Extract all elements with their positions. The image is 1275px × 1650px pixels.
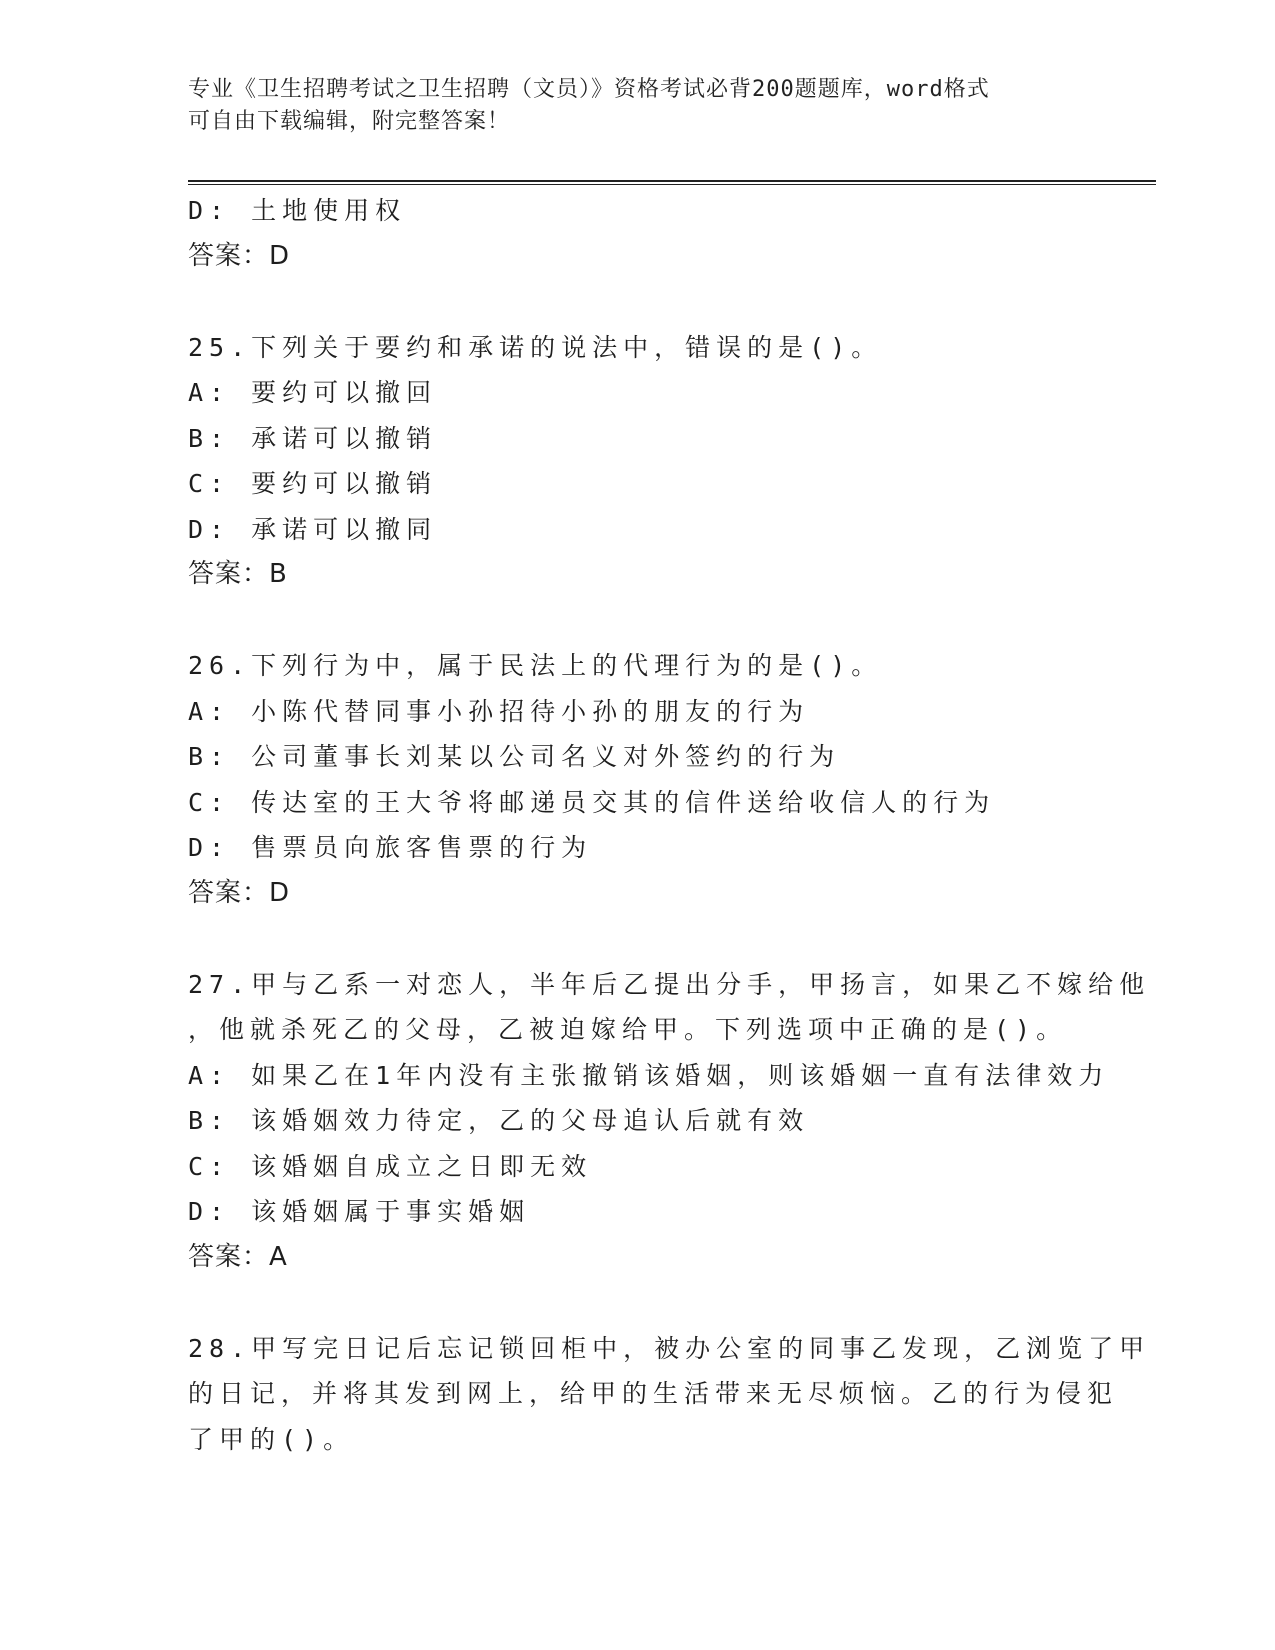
question-stem: 25.下列关于要约和承诺的说法中，错误的是()。	[188, 332, 883, 362]
question-28	[188, 1326, 1151, 1463]
page-header	[188, 74, 1088, 138]
question-26	[188, 643, 1088, 916]
option-d: D: 承诺可以撤同	[188, 514, 438, 544]
option-a: A: 小陈代替同事小孙招待小孙的朋友的行为	[188, 696, 810, 726]
question-stem-continued: ，他就杀死乙的父母，乙被迫嫁给甲。下列选项中正确的是()。	[188, 1015, 1068, 1044]
header-title-line-2: 可自由下载编辑，附完整答案！	[188, 109, 511, 134]
option-d: D: 售票员向旅客售票的行为	[188, 833, 593, 862]
option-c: C: 该婚姻自成立之日即无效	[188, 1151, 593, 1181]
answer-line: 答案：A	[188, 1241, 288, 1272]
question-stem: 26.下列行为中，属于民法上的代理行为的是()。	[188, 651, 883, 680]
spacer	[188, 916, 1088, 962]
option-b: B: 公司董事长刘某以公司名义对外签约的行为	[188, 742, 841, 771]
spacer	[188, 279, 1088, 325]
answer-line: 答案：D	[188, 240, 291, 271]
spacer	[188, 1280, 1088, 1326]
option-c: C: 传达室的王大爷将邮递员交其的信件送给收信人的行为	[188, 787, 996, 817]
option-d: D: 土地使用权	[188, 196, 407, 225]
question-stem-continued: 了甲的()。	[188, 1424, 355, 1454]
question-27	[188, 962, 1151, 1281]
option-c: C: 要约可以撤销	[188, 469, 438, 498]
header-title-line-1: 专业《卫生招聘考试之卫生招聘（文员）》资格考试必背200题题库，word格式	[188, 77, 990, 102]
option-a: A: 如果乙在1年内没有主张撤销该婚姻，则该婚姻一直有法律效力	[188, 1060, 1110, 1090]
answer-line: 答案：D	[188, 877, 291, 908]
option-d: D: 该婚姻属于事实婚姻	[188, 1197, 531, 1226]
question-stem: 27.甲与乙系一对恋人，半年后乙提出分手，甲扬言，如果乙不嫁给他	[188, 969, 1151, 999]
option-a: A: 要约可以撤回	[188, 378, 438, 407]
option-b: B: 该婚姻效力待定，乙的父母追认后就有效	[188, 1106, 810, 1135]
question-stem-continued: 的日记，并将其发到网上，给甲的生活带来无尽烦恼。乙的行为侵犯	[188, 1379, 1119, 1408]
question-stem: 28.甲写完日记后忘记锁回柜中，被办公室的同事乙发现，乙浏览了甲	[188, 1333, 1151, 1363]
header-rule-thin	[188, 184, 1156, 185]
question-25	[188, 325, 1088, 598]
question-list	[188, 188, 1151, 1462]
spacer	[188, 598, 1088, 644]
header-rule	[188, 180, 1156, 182]
answer-line: 答案：B	[188, 559, 288, 589]
option-b: B: 承诺可以撤销	[188, 423, 438, 453]
